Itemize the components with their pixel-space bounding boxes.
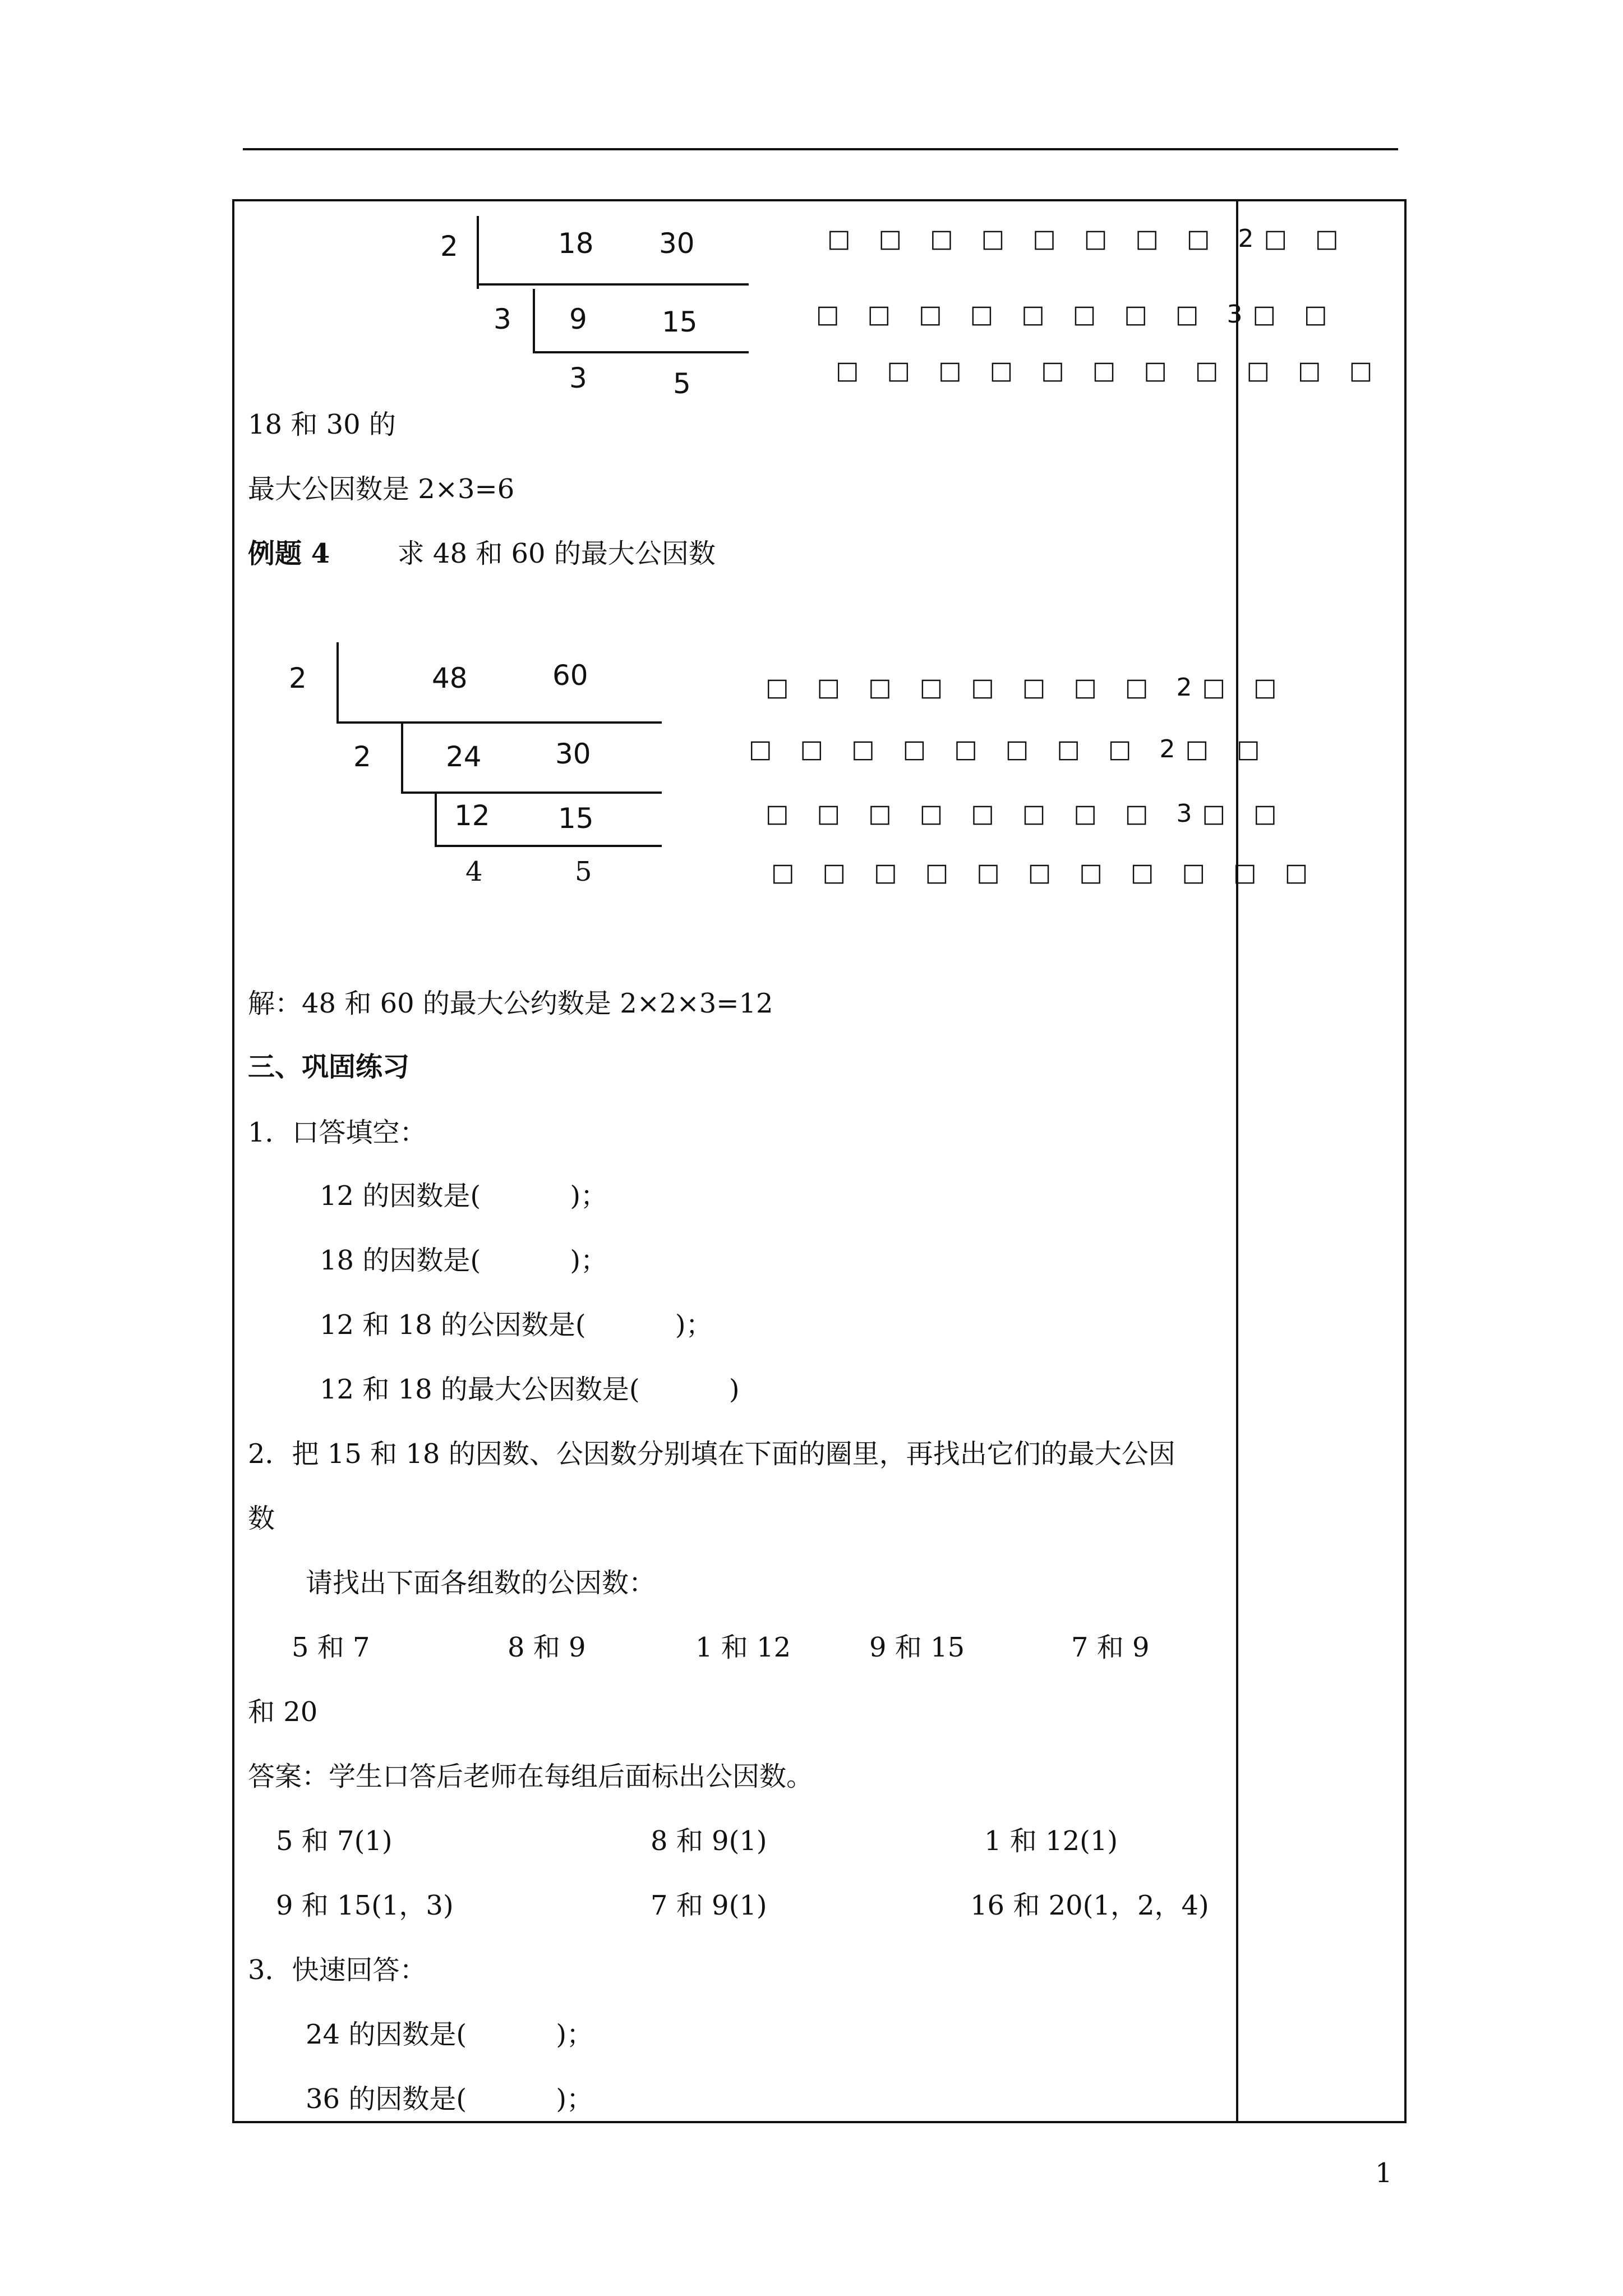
answer-4: 9 和 15(1，3) [276,1890,454,1921]
answer-5: 7 和 9(1) [651,1890,767,1921]
q2-pair-tail: 和 20 [248,1696,318,1728]
answer-2: 8 和 9(1) [651,1825,767,1857]
ladder2-row1-b: 60 [552,659,588,692]
q3-line-2: 36 的因数是( )； [306,2083,594,2115]
ladder2-row3-b: 15 [558,802,594,835]
ladder2-note-1: □ □ □ □ □ □ □ □ 2□ □ [766,673,1287,702]
ladder1-vertical-1 [477,216,479,289]
q3-line-1: 24 的因数是( )； [306,2019,594,2050]
ladder2-vertical-3 [435,794,437,847]
text-18-30: 18 和 30 的 [248,409,396,440]
ladder1-horizontal-2 [533,351,749,353]
ladder2-horizontal-2 [401,792,662,794]
table-bottom-border [232,2121,1407,2123]
ladder2-row1-a: 48 [432,662,468,694]
q2-pair-4: 9 和 15 [869,1632,965,1663]
q2-pair-2: 8 和 9 [508,1632,586,1663]
solution-text: 解：48 和 60 的最大公约数是 2×2×3=12 [248,988,773,1019]
ladder2-note-2: □ □ □ □ □ □ □ □ 2□ □ [749,735,1270,763]
ladder2-row4-b: 5 [575,856,592,887]
ladder1-row1-a: 18 [558,227,594,260]
q1-line-1: 12 的因数是( )； [320,1180,608,1212]
q3-title: 3．快速回答： [248,1954,427,1986]
ladder2-vertical-2 [401,724,403,794]
ladder2-row2-a: 24 [446,740,482,773]
ladder1-divisor-a: 2 [440,230,458,263]
section-heading: 三、巩固练习 [248,1051,410,1083]
ladder2-divisor-b: 2 [353,740,371,773]
answer-3: 1 和 12(1) [984,1825,1118,1857]
q2-pair-1: 5 和 7 [292,1632,370,1663]
ladder1-row2-b: 15 [662,306,698,338]
table-column-divider [1236,199,1238,2123]
ladder2-note-4: □ □ □ □ □ □ □ □ □ □ □ [771,858,1318,887]
ladder2-vertical-1 [336,642,339,724]
page-number: 1 [1375,2157,1393,2189]
q2-line-1: 2．把 15 和 18 的因数、公因数分别填在下面的圈里，再找出它们的最大公因 [248,1438,1175,1470]
ladder2-divisor-a: 2 [289,662,307,694]
ladder1-divisor-b: 3 [494,303,511,335]
q1-line-3: 12 和 18 的公因数是( )； [320,1309,713,1341]
ladder2-row4-a: 4 [465,856,483,887]
q2-prompt: 请找出下面各组数的公因数： [306,1567,656,1599]
ladder1-note-1: □ □ □ □ □ □ □ □ 2□ □ [827,224,1349,253]
text-gcf-6: 最大公因数是 2×3=6 [248,473,515,505]
ladder1-note-3: □ □ □ □ □ □ □ □ □ □ □ [836,356,1383,385]
q2-pair-5: 7 和 9 [1071,1632,1150,1663]
ladder1-row3-a: 3 [569,362,587,394]
answer-1: 5 和 7(1) [276,1825,393,1857]
table-top-border [232,199,1407,201]
q1-title: 1．口答填空： [248,1117,427,1148]
answer-label: 答案：学生口答后老师在每组后面标出公因数。 [248,1761,814,1792]
ladder2-horizontal-3 [435,845,662,847]
answer-6: 16 和 20(1，2，4) [970,1890,1209,1921]
header-rule [243,148,1398,150]
ladder2-row2-b: 30 [555,738,591,770]
ladder1-horizontal-1 [477,283,749,286]
ladder2-note-3: □ □ □ □ □ □ □ □ 3□ □ [766,799,1287,828]
table-right-border [1404,199,1407,2123]
q2-pair-3: 1 和 12 [695,1632,791,1663]
example4-label: 例题 4 [248,538,330,569]
ladder1-vertical-2 [533,289,535,353]
ladder2-horizontal-1 [336,721,662,724]
q2-line-2: 数 [248,1503,275,1534]
q1-line-2: 18 的因数是( )； [320,1245,608,1276]
ladder1-row3-b: 5 [673,367,691,400]
ladder2-row3-a: 12 [454,799,490,832]
table-left-border [232,199,234,2123]
ladder1-row2-a: 9 [569,303,587,335]
example4-text: 求 48 和 60 的最大公因数 [397,538,716,569]
ladder1-note-2: □ □ □ □ □ □ □ □ 3□ □ [816,300,1338,329]
ladder1-row1-b: 30 [659,227,695,260]
q1-line-4: 12 和 18 的最大公因数是( ) [320,1374,740,1405]
